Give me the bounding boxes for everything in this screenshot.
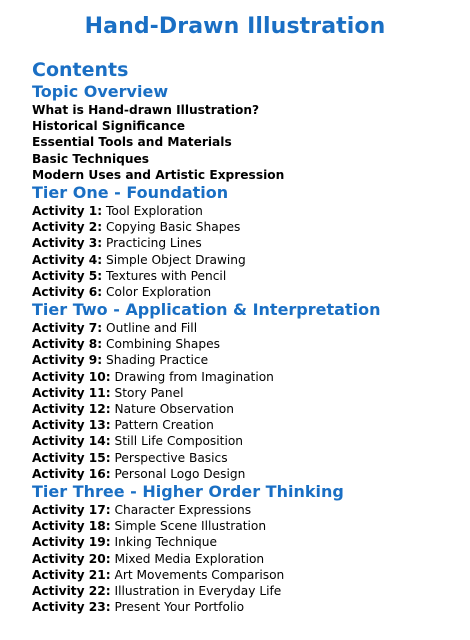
activity-item	[32, 551, 462, 567]
activity-item	[32, 450, 462, 466]
activity-list	[32, 203, 462, 300]
activity-name: Copying Basic Shapes	[106, 220, 241, 235]
activity-name: Nature Observation	[114, 402, 234, 416]
activity-label: Activity 16:	[32, 466, 111, 481]
activity-name: Inking Technique	[114, 535, 217, 550]
activity-label: Activity 3:	[32, 236, 103, 251]
activity-item	[32, 599, 462, 615]
section-heading: Topic Overview	[32, 82, 169, 101]
section-heading: Tier Two - Application & Interpretation	[32, 300, 381, 320]
activity-label: Activity 20:	[32, 551, 111, 566]
activity-label: Activity 1:	[32, 203, 103, 218]
activity-label: Activity 2:	[32, 220, 103, 235]
activity-name: Personal Logo Design	[114, 466, 246, 481]
activity-list	[32, 502, 462, 615]
activity-label: Activity 10:	[32, 369, 111, 384]
table-of-contents	[32, 58, 462, 615]
activity-name: Simple Object Drawing	[106, 252, 246, 267]
activity-item	[32, 336, 462, 352]
section-heading: Tier Three - Higher Order Thinking	[32, 481, 344, 501]
activity-label: Activity 18:	[32, 519, 111, 534]
activity-item	[32, 385, 462, 401]
activity-item	[32, 502, 462, 518]
section-heading: Tier One - Foundation	[32, 182, 229, 202]
activity-name: Tool Exploration	[106, 203, 203, 218]
activity-label: Activity 22:	[32, 583, 111, 598]
activity-name: Drawing from Imagination	[114, 369, 274, 384]
activity-item	[32, 466, 462, 482]
activity-name: Art Movements Comparison	[114, 567, 285, 582]
activity-name: Outline and Fill	[106, 321, 198, 336]
activity-name: Present Your Portfolio	[114, 600, 245, 615]
activity-list	[32, 320, 462, 482]
activity-name: Simple Scene Illustration	[114, 519, 267, 534]
activity-label: Activity 8:	[32, 337, 103, 352]
activity-label: Activity 6:	[32, 284, 103, 299]
activity-name: Color Exploration	[106, 284, 212, 299]
activity-label: Activity 9:	[32, 353, 103, 368]
topic-item: Basic Techniques	[32, 151, 150, 166]
activity-name: Illustration in Everyday Life	[114, 583, 282, 598]
activity-label: Activity 7:	[32, 321, 103, 336]
topic-list	[32, 102, 462, 183]
activity-item	[32, 401, 462, 417]
activity-name: Combining Shapes	[106, 337, 220, 352]
section-tier-two	[32, 300, 462, 482]
activity-label: Activity 14:	[32, 434, 111, 449]
activity-name: Textures with Pencil	[106, 268, 227, 283]
activity-item	[32, 433, 462, 449]
activity-label: Activity 4:	[32, 252, 103, 267]
activity-label: Activity 5:	[32, 268, 103, 283]
activity-item	[32, 235, 462, 251]
activity-label: Activity 15:	[32, 450, 111, 465]
activity-item	[32, 534, 462, 550]
activity-label: Activity 13:	[32, 418, 111, 433]
activity-label: Activity 17:	[32, 502, 111, 517]
topic-item: What is Hand-drawn Illustration?	[32, 103, 260, 117]
topic-item: Essential Tools and Materials	[32, 135, 232, 150]
activity-name: Still Life Composition	[114, 434, 244, 449]
activity-item	[32, 320, 462, 336]
contents-heading: Contents	[32, 59, 129, 81]
activity-name: Mixed Media Exploration	[114, 551, 265, 566]
activity-item	[32, 284, 462, 300]
activity-item	[32, 252, 462, 268]
activity-item	[32, 583, 462, 599]
section-tier-three	[32, 482, 462, 615]
section-tier-one	[32, 183, 462, 300]
activity-name: Practicing Lines	[106, 236, 202, 251]
activity-item	[32, 219, 462, 235]
activity-name: Perspective Basics	[114, 450, 228, 465]
activity-item	[32, 417, 462, 433]
activity-item	[32, 567, 462, 583]
activity-label: Activity 23:	[32, 600, 111, 615]
activity-item	[32, 268, 462, 284]
activity-item	[32, 369, 462, 385]
activity-item	[32, 518, 462, 534]
activity-name: Story Panel	[114, 385, 184, 400]
activity-name: Shading Practice	[106, 353, 209, 368]
activity-name: Pattern Creation	[114, 418, 214, 433]
activity-name: Character Expressions	[114, 502, 252, 517]
activity-label: Activity 21:	[32, 567, 111, 582]
activity-label: Activity 11:	[32, 385, 111, 400]
document-title: Hand-Drawn Illustration	[84, 14, 386, 39]
activity-label: Activity 12:	[32, 402, 111, 416]
activity-item	[32, 352, 462, 368]
activity-item	[32, 203, 462, 219]
section-topic-overview	[32, 82, 462, 183]
topic-item: Historical Significance	[32, 119, 186, 134]
activity-label: Activity 19:	[32, 535, 111, 550]
topic-item: Modern Uses and Artistic Expression	[32, 167, 285, 182]
